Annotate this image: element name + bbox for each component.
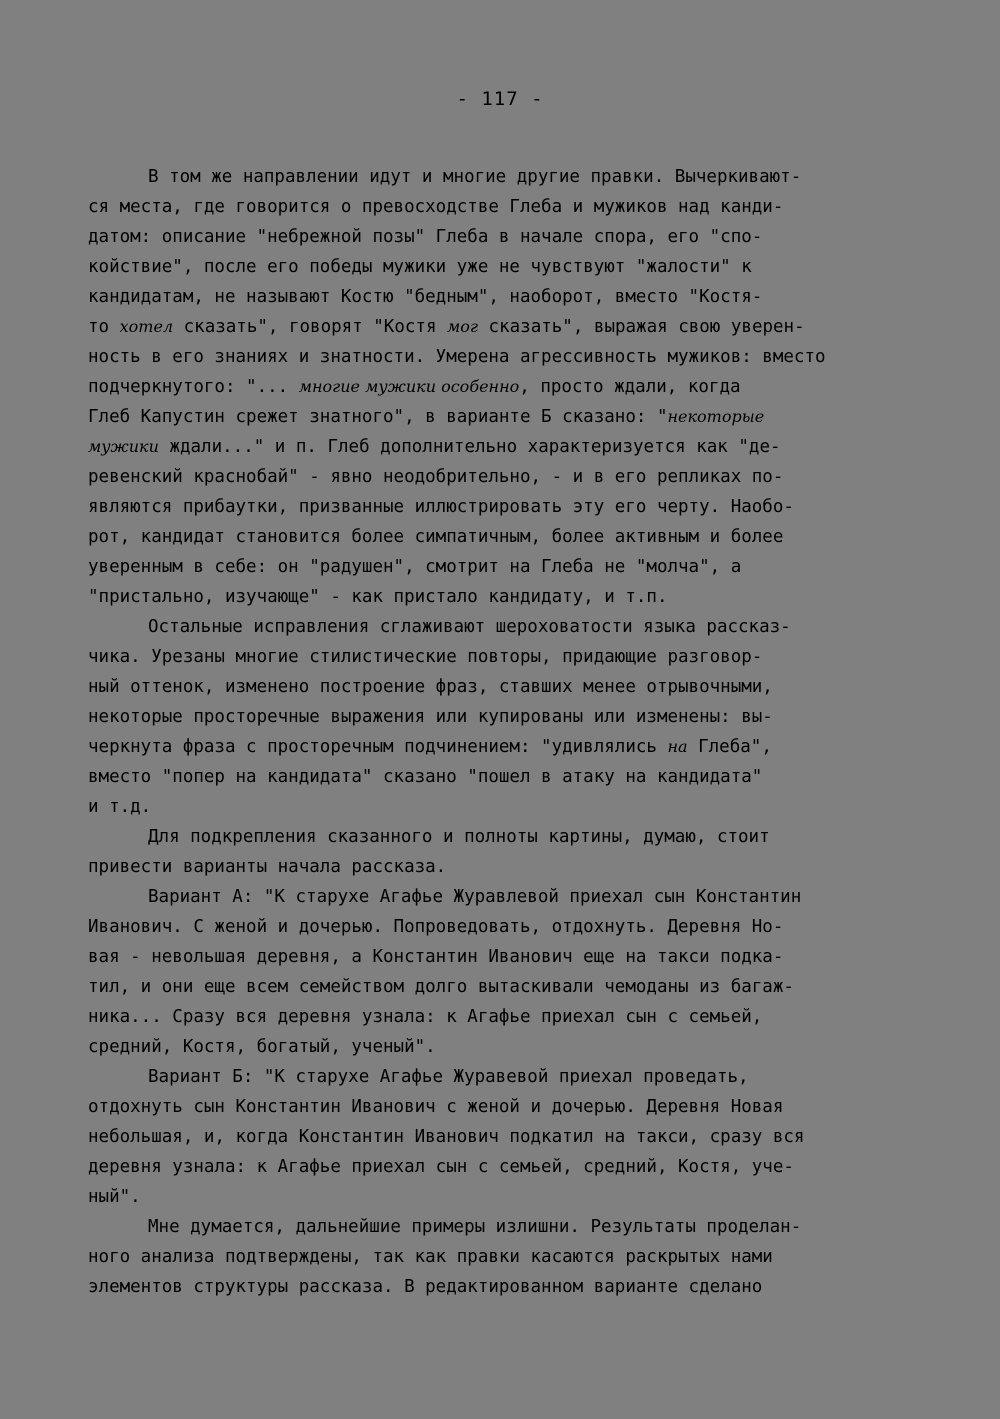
text-segment: кандидатам, не называют Костю "бедным", наоборот, вместо "Костя- xyxy=(88,287,763,307)
text-line xyxy=(88,522,948,552)
text-segment: черкнута фраза с просторечным подчинением: "удивлялись xyxy=(88,737,668,757)
text-line xyxy=(88,492,948,522)
text-segment: ный оттенок, изменено построение фраз, ставших менее отрывочными, xyxy=(88,677,773,697)
text-segment: элементов структуры рассказа. В редактированном варианте сделано xyxy=(88,1277,763,1297)
text-segment: Вариант А: "К старухе Агафье Журавлевой приехал сын Константин xyxy=(148,887,802,907)
text-segment: небольшая, и, когда Константин Иванович подкатил на такси, сразу вся xyxy=(88,1127,805,1147)
text-line xyxy=(88,402,948,432)
text-segment: ного анализа подтверждены, так как правки касаются раскрытых нами xyxy=(88,1247,773,1267)
text-line xyxy=(88,1062,948,1092)
text-segment: уверенным в себе: он "радушен", смотрит на Глеба не "молча", а xyxy=(88,557,742,577)
italic-segment: некоторые xyxy=(667,407,765,426)
text-line xyxy=(88,1002,948,1032)
text-segment: чика. Урезаны многие стилистические повторы, придающие разговор- xyxy=(88,647,763,667)
text-segment: деревня узнала: к Агафье приехал сын с семьей, средний, Костя, уче- xyxy=(88,1157,794,1177)
text-line xyxy=(88,162,948,192)
text-line xyxy=(88,702,948,732)
text-segment: вместо "попер на кандидата" сказано "пошел в атаку на кандидата" xyxy=(88,767,763,787)
text-line xyxy=(88,312,948,342)
text-line xyxy=(88,282,948,312)
text-segment: Для подкрепления сказанного и полноты картины, думаю, стоит xyxy=(148,827,770,847)
text-segment: Остальные исправления сглаживают шероховатости языка рассказ- xyxy=(148,617,791,637)
text-line xyxy=(88,1152,948,1182)
text-segment: подчеркнутого: "... xyxy=(88,377,299,397)
text-segment: то xyxy=(88,317,120,337)
text-segment: являются прибаутки, призванные иллюстрировать эту его черту. Наобо- xyxy=(88,497,794,517)
text-segment: рот, кандидат становится более симпатичным, более активным и более xyxy=(88,527,784,547)
text-line xyxy=(88,1242,948,1272)
text-line xyxy=(88,582,948,612)
text-segment: и т.д. xyxy=(88,797,152,817)
text-line xyxy=(88,1212,948,1242)
text-line xyxy=(88,672,948,702)
italic-segment: на xyxy=(667,737,688,756)
text-line xyxy=(88,642,948,672)
text-line xyxy=(88,1122,948,1152)
text-segment: вая - невольшая деревня, а Константин Иванович еще на такси подка- xyxy=(88,947,784,967)
italic-segment: мог xyxy=(447,317,479,336)
italic-segment: многие мужики особенно xyxy=(298,377,520,396)
text-line xyxy=(88,822,948,852)
text-segment: Мне думается, дальнейшие примеры излишни. Результаты проделан- xyxy=(148,1217,802,1237)
text-line xyxy=(88,612,948,642)
text-segment: койствие", после его победы мужики уже не чувствуют "жалости" к xyxy=(88,257,752,277)
text-line xyxy=(88,732,948,762)
page-number: - 117 - xyxy=(456,88,544,110)
text-line xyxy=(88,1032,948,1062)
text-line xyxy=(88,372,948,402)
text-segment: Вариант Б: "К старухе Агафье Журавевой приехал проведать, xyxy=(148,1067,749,1087)
text-line xyxy=(88,882,948,912)
text-line xyxy=(88,432,948,462)
text-segment: ревенский краснобай" - явно неодобрительно, - и в его репликах по- xyxy=(88,467,784,487)
text-segment: , просто ждали, когда xyxy=(519,377,741,397)
text-line xyxy=(88,252,948,282)
text-line xyxy=(88,942,948,972)
text-segment: ный". xyxy=(88,1187,141,1207)
text-segment: тил, и они еще всем семейством долго вытаскивали чемоданы из багаж- xyxy=(88,977,794,997)
text-line xyxy=(88,762,948,792)
text-line xyxy=(88,972,948,1002)
text-line xyxy=(88,912,948,942)
text-segment: отдохнуть сын Константин Иванович с женой и дочерью. Деревня Новая xyxy=(88,1097,784,1117)
text-segment: "пристально, изучающе" - как пристало кандидату, и т.п. xyxy=(88,587,668,607)
text-line xyxy=(88,552,948,582)
text-segment: ность в его знаниях и знатности. Умерена агрессивность мужиков: вместо xyxy=(88,347,826,367)
text-segment: В том же направлении идут и многие другие правки. Вычеркивают- xyxy=(148,167,802,187)
text-line xyxy=(88,192,948,222)
text-segment: Глеба", xyxy=(687,737,772,757)
text-line xyxy=(88,1092,948,1122)
text-segment: средний, Костя, богатый, ученый". xyxy=(88,1037,436,1057)
text-segment: привести варианты начала рассказа. xyxy=(88,857,447,877)
text-segment: ника... Сразу вся деревня узнала: к Агафье приехал сын с семьей, xyxy=(88,1007,763,1027)
text-line xyxy=(88,222,948,252)
text-line xyxy=(88,792,948,822)
text-segment: датом: описание "небрежной позы" Глеба в начале спора, его "спо- xyxy=(88,227,763,247)
text-segment: некоторые просторечные выражения или купированы или изменены: вы- xyxy=(88,707,773,727)
text-line xyxy=(88,462,948,492)
text-segment: ся места, где говорится о превосходстве Глеба и мужиков над канди- xyxy=(88,197,784,217)
document-body xyxy=(88,162,948,1302)
italic-segment: хотел xyxy=(119,317,174,336)
text-line xyxy=(88,1182,948,1212)
text-segment: Глеб Капустин срежет знатного", в варианте Б сказано: " xyxy=(88,407,668,427)
italic-segment: мужики xyxy=(88,437,159,456)
text-segment: сказать", выражая свою уверен- xyxy=(478,317,805,337)
text-line xyxy=(88,1272,948,1302)
text-line xyxy=(88,852,948,882)
text-segment: сказать", говорят "Костя xyxy=(173,317,448,337)
text-segment: Иванович. С женой и дочерью. Попроведовать, отдохнуть. Деревня Но- xyxy=(88,917,784,937)
text-segment: ждали..." и п. Глеб дополнительно характеризуется как "де- xyxy=(158,437,781,457)
text-line xyxy=(88,342,948,372)
